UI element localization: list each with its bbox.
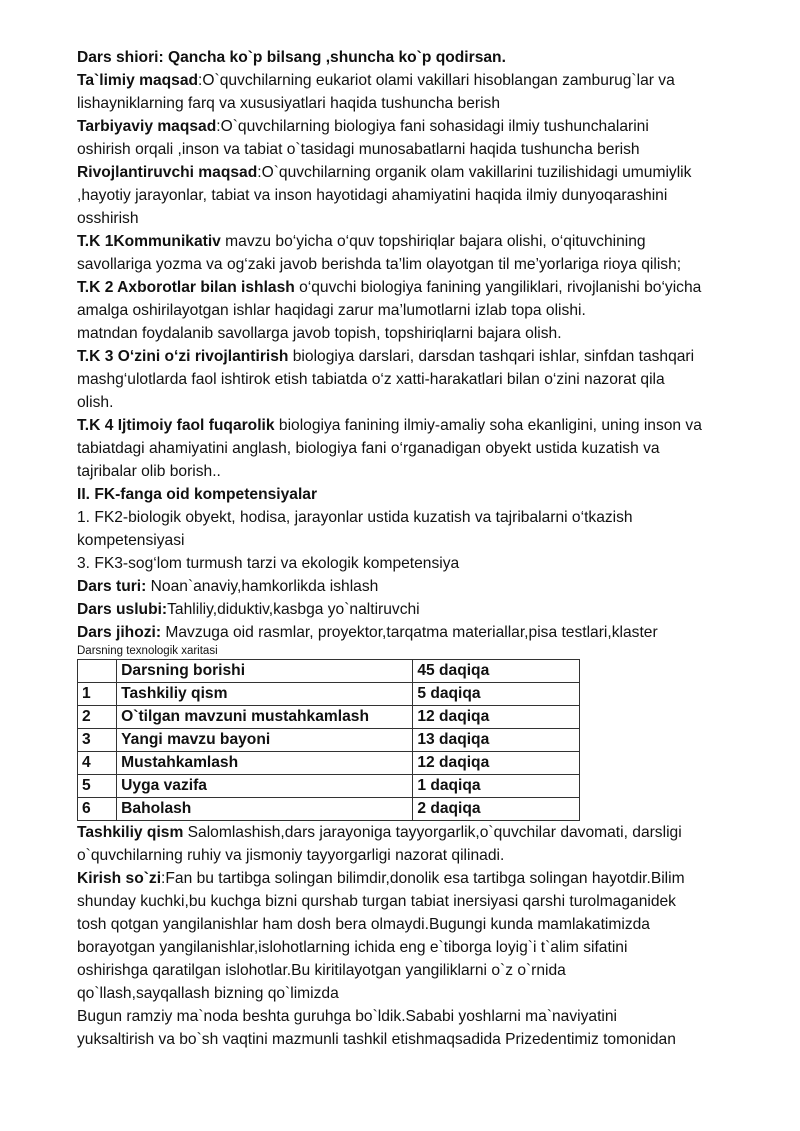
- lesson-method: [77, 598, 762, 621]
- text-line: :O`quvchilarning organik olam vakillarini tuzilishidagi umumiylik: [257, 164, 692, 181]
- text-line: ,hayotiy jarayonlar, tabiat va inson hayotidagi ahamiyatini haqida ilmiy dunyoqarashini: [77, 187, 668, 204]
- table-header-row: [78, 660, 580, 683]
- text-line: lishayniklarning farq va xususiyatlari haqida tushuncha berish: [77, 95, 501, 112]
- tk3-label: T.K 3 O‘zini o‘zi rivojlantirish: [77, 348, 289, 365]
- text-line: Bugun ramziy ma`noda beshta guruhga bo`ldik.Sababi yoshlarni ma`naviyatini: [77, 1008, 618, 1025]
- text-line: :O`quvchilarning biologiya fani sohasidagi ilmiy tushunchalarini: [216, 118, 649, 135]
- text-line: biologiya darslari, darsdan tashqari ishlar, sinfdan tashqari: [288, 348, 695, 365]
- row-stage: Yangi mavzu bayoni: [117, 729, 413, 752]
- table-row: [78, 798, 580, 821]
- organizational-part-label: Tashkiliy qism: [77, 824, 184, 841]
- row-number: 5: [78, 775, 117, 798]
- introduction-label: Kirish so`zi: [77, 870, 162, 887]
- lesson-motto: [77, 46, 762, 69]
- text-line: o`quvchilarning ruhiy va jismoniy tayyorgarligi nazorat qilinadi.: [77, 847, 505, 864]
- lesson-equipment-label: Dars jihozi:: [77, 624, 162, 641]
- text-line: mavzu bo‘yicha o‘quv topshiriqlar bajara olishi, o‘qituvchining: [220, 233, 646, 250]
- developmental-goal-label: Rivojlantiruvchi maqsad: [77, 164, 258, 181]
- table-header-time: 45 daqiqa: [413, 660, 580, 683]
- competence-tk2: [77, 276, 762, 345]
- text-line: oshirish orqali ,inson va tabiat o`tasidagi munosabatlarni haqida tushuncha berish: [77, 141, 640, 158]
- table-row: [78, 775, 580, 798]
- lesson-equipment: [77, 621, 762, 644]
- row-time: 1 daqiqa: [413, 775, 580, 798]
- upbringing-goal-label: Tarbiyaviy maqsad: [77, 118, 217, 135]
- text-line: osshirish: [77, 210, 139, 227]
- educational-goal-label: Ta`limiy maqsad: [77, 72, 199, 89]
- text-line: qo`llash,sayqallash bizning qo`limizda: [77, 985, 339, 1002]
- text-line: tabiatdagi ahamiyatini anglash, biologiya fani o‘rganadigan obyekt ustida kuzatish va: [77, 440, 660, 457]
- row-time: 12 daqiqa: [413, 752, 580, 775]
- lesson-type-label: Dars turi:: [77, 578, 147, 595]
- lesson-method-label: Dars uslubi:: [77, 601, 168, 618]
- closing-paragraph: [77, 1005, 762, 1051]
- row-stage: Mustahkamlash: [117, 752, 413, 775]
- text-line: matndan foydalanib savollarga javob topish, topshiriqlarni bajara olish.: [77, 325, 562, 342]
- motto-text: Qancha ko`p bilsang ,shuncha ko`p qodirsan.: [163, 49, 506, 66]
- tk4-label: T.K 4 Ijtimoiy faol fuqarolik: [77, 417, 275, 434]
- upbringing-goal: [77, 115, 762, 161]
- text-line: 1. FK2-biologik obyekt, hodisa, jarayonlar ustida kuzatish va tajribalarni o‘tkazish: [77, 509, 633, 526]
- text-line: olish.: [77, 394, 114, 411]
- text-line: borayotgan yangilanishlar,islohotlarning ichida eng e`tiborga loyig`i t`alim sifatini: [77, 939, 628, 956]
- lesson-type-value: Noan`anaviy,hamkorlikda ishlash: [146, 578, 379, 595]
- table-caption: Darsning texnologik xaritasi: [77, 645, 218, 657]
- competence-tk1: [77, 230, 762, 276]
- text-line: shunday kuchki,bu kuchga bizni qurshab turgan tabiat inersiyasi qarshi turolmaganidek: [77, 893, 676, 910]
- text-line: tosh qotgan yangilanishlar ham dosh bera olmaydi.Bugungi kunda mamlakatimizda: [77, 916, 650, 933]
- competence-tk3: [77, 345, 762, 414]
- row-number: 2: [78, 706, 117, 729]
- text-line: tajribalar olib borish..: [77, 463, 221, 480]
- text-line: o‘quvchi biologiya fanining yangiliklari, rivojlanishi bo‘yicha: [294, 279, 702, 296]
- row-time: 5 daqiqa: [413, 683, 580, 706]
- text-line: oshirishga qaratilgan islohotlar.Bu kiritilayotgan yangiliklarni o`z o`rnida: [77, 962, 566, 979]
- text-line: :Fan bu tartibga solingan bilimdir,donolik esa tartibga solingan hayotdir.Bilim: [161, 870, 685, 887]
- row-stage: Tashkiliy qism: [117, 683, 413, 706]
- lesson-method-value: Tahliliy,diduktiv,kasbga yo`naltiruvchi: [167, 601, 420, 618]
- text-line: mashg‘ulotlarda faol ishtirok etish tabiatda o‘z xatti-harakatlari bilan o‘zini nazorat qila: [77, 371, 665, 388]
- row-number: 1: [78, 683, 117, 706]
- tk2-label: T.K 2 Axborotlar bilan ishlash: [77, 279, 295, 296]
- table-row: [78, 729, 580, 752]
- document-page: [77, 46, 762, 1051]
- row-number: 4: [78, 752, 117, 775]
- lesson-type: [77, 575, 762, 598]
- organizational-part: [77, 821, 762, 867]
- text-line: Salomlashish,dars jarayoniga tayyorgarlik,o`quvchilar davomati, darsligi: [183, 824, 682, 841]
- row-number: 3: [78, 729, 117, 752]
- row-stage: Baholash: [117, 798, 413, 821]
- fk-item-1: [77, 506, 762, 552]
- row-number: 6: [78, 798, 117, 821]
- fk-item-3: 3. FK3-sog‘lom turmush tarzi va ekologik kompetensiya: [77, 555, 460, 572]
- table-row: [78, 752, 580, 775]
- tk1-label: T.K 1Kommunikativ: [77, 233, 221, 250]
- row-stage: O`tilgan mavzuni mustahkamlash: [117, 706, 413, 729]
- text-line: biologiya fanining ilmiy-amaliy soha ekanligini, uning inson va: [274, 417, 702, 434]
- lesson-plan-table: [77, 659, 580, 821]
- competence-tk4: [77, 414, 762, 483]
- row-time: 13 daqiqa: [413, 729, 580, 752]
- introduction: [77, 867, 762, 1005]
- developmental-goal: [77, 161, 762, 230]
- text-line: kompetensiyasi: [77, 532, 185, 549]
- text-line: :O`quvchilarning eukariot olami vakillari hisoblangan zamburug`lar va: [198, 72, 675, 89]
- row-time: 2 daqiqa: [413, 798, 580, 821]
- table-header-stage: Darsning borishi: [117, 660, 413, 683]
- table-header-num: [78, 660, 117, 683]
- text-line: amalga oshirilayotgan ishlar haqidagi zarur ma’lumotlarni izlab topa olishi.: [77, 302, 586, 319]
- row-time: 12 daqiqa: [413, 706, 580, 729]
- table-row: [78, 683, 580, 706]
- row-stage: Uyga vazifa: [117, 775, 413, 798]
- educational-goal: [77, 69, 762, 115]
- text-line: yuksaltirish va bo`sh vaqtini mazmunli tashkil etishmaqsadida Prizedentimiz tomonidan: [77, 1031, 676, 1048]
- lesson-equipment-value: Mavzuga oid rasmlar, proyektor,tarqatma materiallar,pisa testlari,klaster: [161, 624, 658, 641]
- fk-heading: II. FK-fanga oid kompetensiyalar: [77, 486, 318, 503]
- table-row: [78, 706, 580, 729]
- motto-label: Dars shiori:: [77, 49, 164, 66]
- text-line: savollariga yozma va og‘zaki javob berishda ta’lim olayotgan til me’yorlariga rioya qilish;: [77, 256, 682, 273]
